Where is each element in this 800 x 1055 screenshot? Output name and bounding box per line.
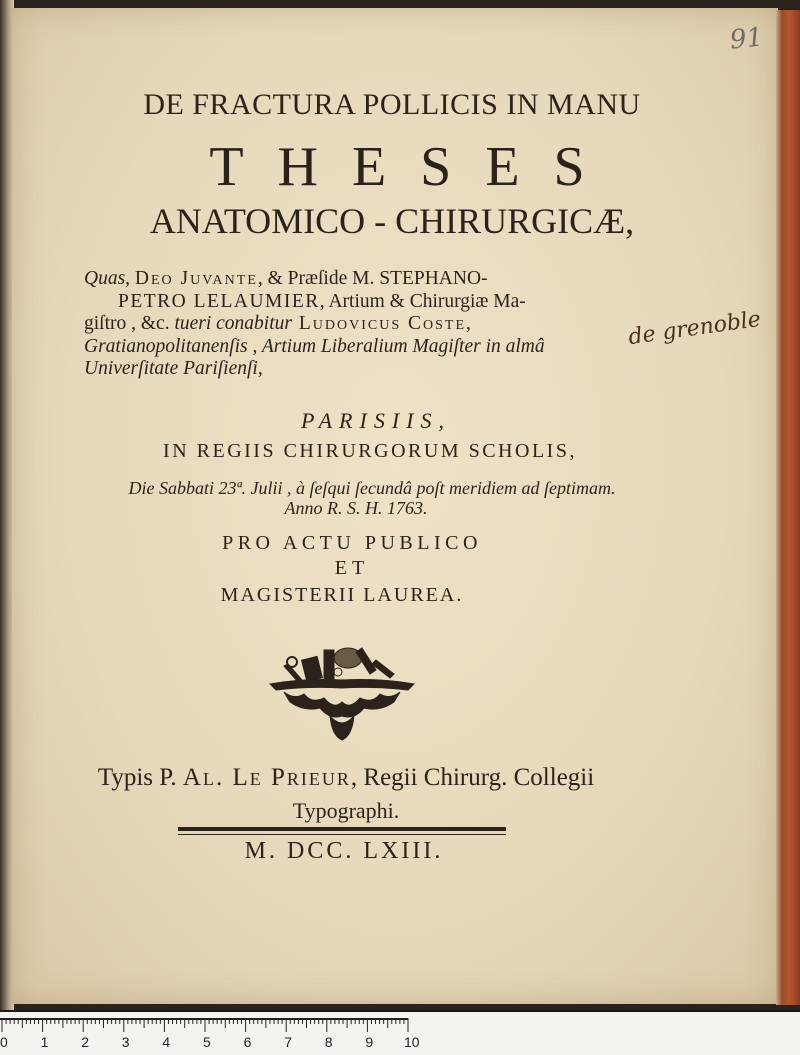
printer-line-2: Typographi. <box>292 798 400 823</box>
intro-lelaumier: PETRO LELAUMIER <box>118 290 320 312</box>
intro-paragraph <box>84 268 629 381</box>
folio-number: 91 <box>728 22 765 56</box>
ruler-label: 0 <box>0 1034 8 1050</box>
date-line-2: Anno R. S. H. 1763. <box>284 498 428 518</box>
ruler-ticks <box>0 1018 410 1032</box>
imprint-year: M. DCC. LXIII. <box>244 838 444 864</box>
intro-magistro: giſtro , &c. <box>84 313 175 334</box>
printer-typis: Typis P. <box>97 764 183 791</box>
ruler-label: 6 <box>243 1034 252 1050</box>
scale-ruler <box>0 1012 800 1055</box>
thick-rule <box>178 827 506 831</box>
purpose-line-1: PRO ACTU PUBLICO <box>222 532 482 554</box>
ruler-label: 4 <box>162 1034 171 1050</box>
printers-ornament-icon <box>264 640 420 744</box>
ruler-label: 5 <box>203 1034 211 1050</box>
intro-universitate: Univerſitate Pariſienſi, <box>84 358 263 379</box>
intro-quas: Quas <box>84 268 126 289</box>
intro-sep: , <box>125 268 135 289</box>
intro-coste: Ludovicus Coste, <box>292 313 473 334</box>
ruler-label: 10 <box>404 1034 420 1050</box>
intro-deo-juvante: Deo Juvante <box>134 268 258 289</box>
handwritten-annotation: de grenoble <box>626 306 763 351</box>
ruler-label: 7 <box>284 1034 292 1050</box>
title-theses: THESES <box>209 136 619 198</box>
intro-artium: , Artium & Chirurgiæ Ma- <box>319 290 526 312</box>
purpose-line-3: MAGISTERII LAUREA. <box>220 584 464 606</box>
date-line-1: Die Sabbati 23ª. Julii , à ſeſqui ſecundâ poſt meridiem ad ſeptimam. <box>128 478 616 498</box>
purpose-line-2: ET <box>334 557 370 579</box>
ruler-label: 1 <box>40 1034 49 1050</box>
title-line-1: DE FRACTURA POLLICIS IN MANU <box>143 88 641 121</box>
printer-line-1 <box>0 764 746 792</box>
title-line-3: ANATOMICO - CHIRURGICÆ, <box>149 201 635 241</box>
place: PARISIIS, <box>301 408 451 433</box>
thin-rule <box>178 834 506 835</box>
intro-gratianopolitanensis: Gratianopolitanenſis , Artium Liberalium Magiſter in almâ <box>84 335 545 357</box>
printer-name: Al. Le Prieur <box>182 764 351 791</box>
printer-collegii: , Regii Chirurg. Collegii <box>350 764 595 791</box>
ruler-label: 8 <box>324 1034 333 1050</box>
intro-praeside: , & Præſide M. STEPHANO- <box>257 268 488 289</box>
venue: IN REGIIS CHIRURGORUM SCHOLIS, <box>163 440 577 462</box>
ruler-label: 2 <box>81 1034 89 1050</box>
ruler-label: 3 <box>121 1034 130 1050</box>
intro-tueri: tueri conabitur <box>174 313 292 334</box>
ruler-label: 9 <box>365 1034 374 1050</box>
